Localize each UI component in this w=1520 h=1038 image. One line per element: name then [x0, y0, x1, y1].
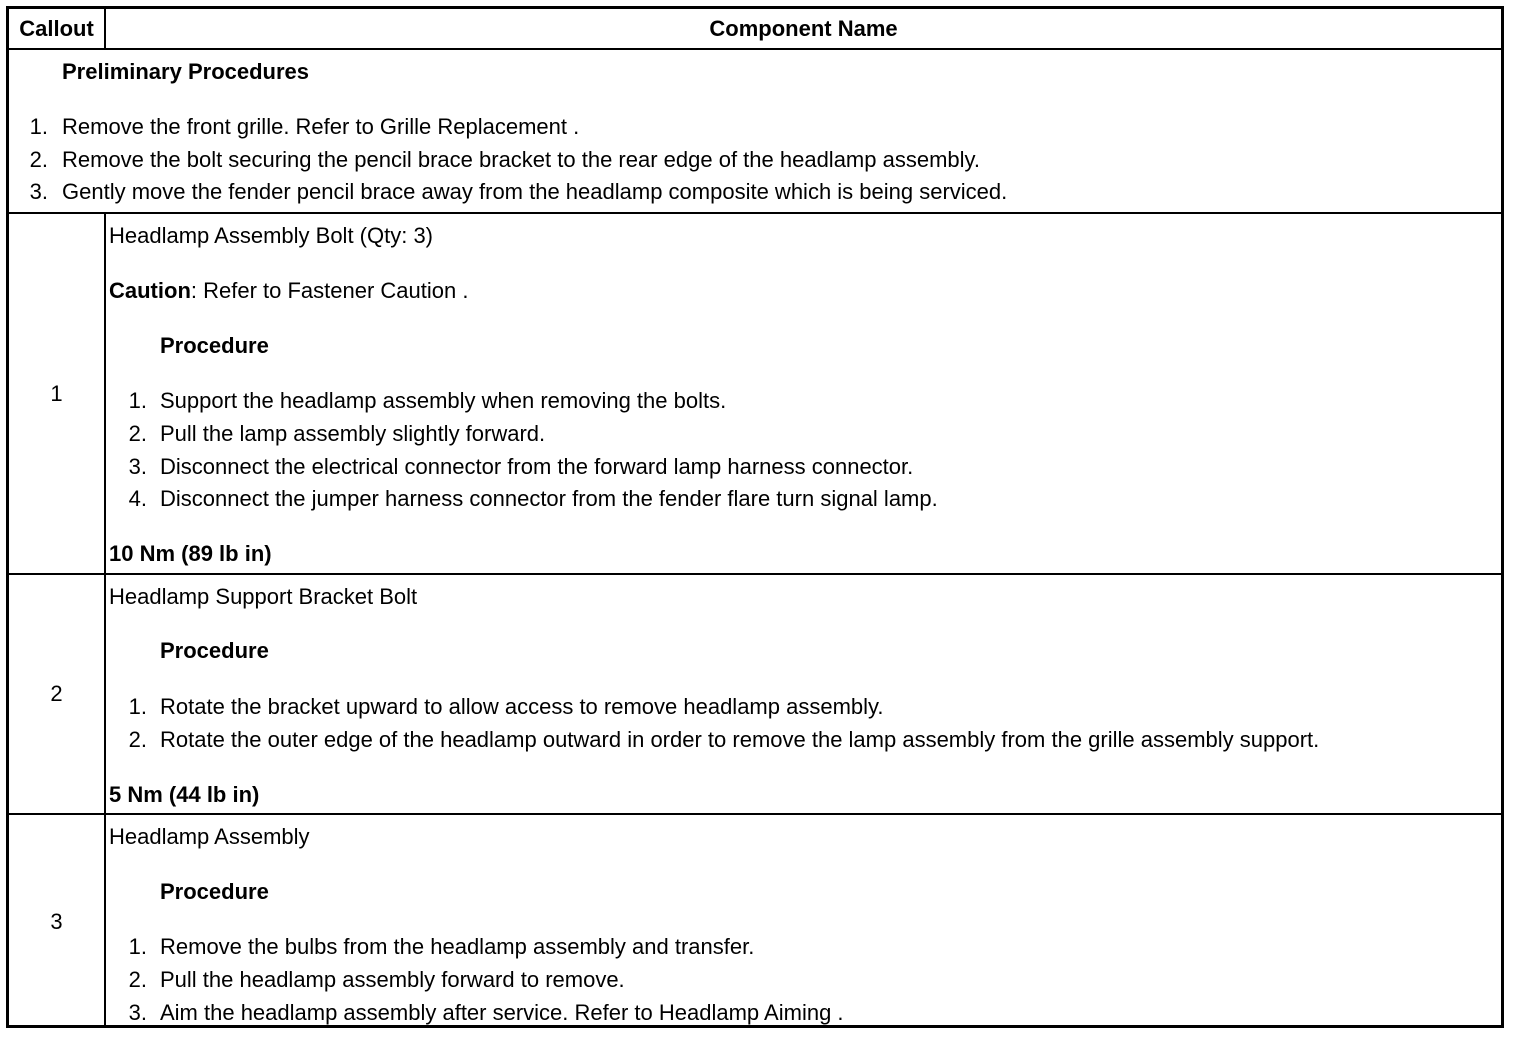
preliminary-title: Preliminary Procedures — [62, 59, 310, 84]
procedure-step: Pull the headlamp assembly forward to remove. — [160, 967, 625, 992]
procedure-step: Pull the lamp assembly slightly forward. — [160, 421, 546, 446]
step-number: 2. — [128, 727, 147, 752]
step-number: 3. — [29, 179, 48, 204]
step-number: 1. — [128, 934, 147, 959]
preliminary-step: Gently move the fender pencil brace away from the headlamp composite which is being serviced. — [62, 179, 1008, 204]
header-callout: Callout — [19, 15, 94, 41]
procedure-step: Support the headlamp assembly when removing the bolts. — [160, 388, 727, 413]
step-number: 3. — [128, 454, 147, 479]
torque-spec: 10 Nm (89 lb in) — [109, 541, 272, 566]
table-row — [9, 214, 1501, 575]
step-number: 1. — [128, 694, 147, 719]
table-row — [9, 815, 1501, 1028]
procedure-step: Rotate the bracket upward to allow access to remove headlamp assembly. — [160, 694, 884, 719]
header-component-name: Component Name — [709, 15, 898, 41]
table-row — [9, 575, 1501, 815]
step-number: 2. — [128, 421, 147, 446]
step-number: 3. — [128, 1000, 147, 1025]
procedure-step: Rotate the outer edge of the headlamp outward in order to remove the lamp assembly from the grille assembly support. — [160, 727, 1320, 752]
procedure-step: Remove the bulbs from the headlamp assembly and transfer. — [160, 934, 755, 959]
procedure-title: Procedure — [160, 638, 269, 663]
procedure-title: Procedure — [160, 333, 269, 358]
procedure-title: Procedure — [160, 879, 269, 904]
step-number: 1. — [29, 114, 48, 139]
callout-number: 1 — [50, 380, 63, 406]
step-number: 2. — [29, 147, 48, 172]
callout-number: 2 — [50, 681, 63, 706]
caution-text: : Refer to Fastener Caution . — [190, 278, 469, 303]
torque-spec: 5 Nm (44 lb in) — [109, 782, 260, 807]
callout-number: 3 — [50, 908, 63, 934]
caution-label: Caution — [109, 278, 191, 303]
step-number: 4. — [128, 486, 147, 511]
component-name: Headlamp Support Bracket Bolt — [109, 584, 418, 609]
procedure-step: Aim the headlamp assembly after service. Refer to Headlamp Aiming . — [160, 1000, 844, 1025]
step-number: 2. — [128, 967, 147, 992]
preliminary-step: Remove the bolt securing the pencil brace bracket to the rear edge of the headlamp assembly. — [62, 147, 981, 172]
table-header-row — [9, 9, 1501, 50]
preliminary-row — [9, 50, 1501, 214]
step-number: 1. — [128, 388, 147, 413]
procedure-step: Disconnect the electrical connector from the forward lamp harness connector. — [160, 454, 914, 479]
procedure-table — [6, 6, 1504, 1028]
caution-note — [109, 278, 468, 304]
preliminary-step: Remove the front grille. Refer to Grille Replacement . — [62, 114, 580, 139]
component-name: Headlamp Assembly — [109, 824, 310, 849]
procedure-step: Disconnect the jumper harness connector from the fender flare turn signal lamp. — [160, 486, 938, 511]
component-name: Headlamp Assembly Bolt (Qty: 3) — [109, 223, 434, 248]
